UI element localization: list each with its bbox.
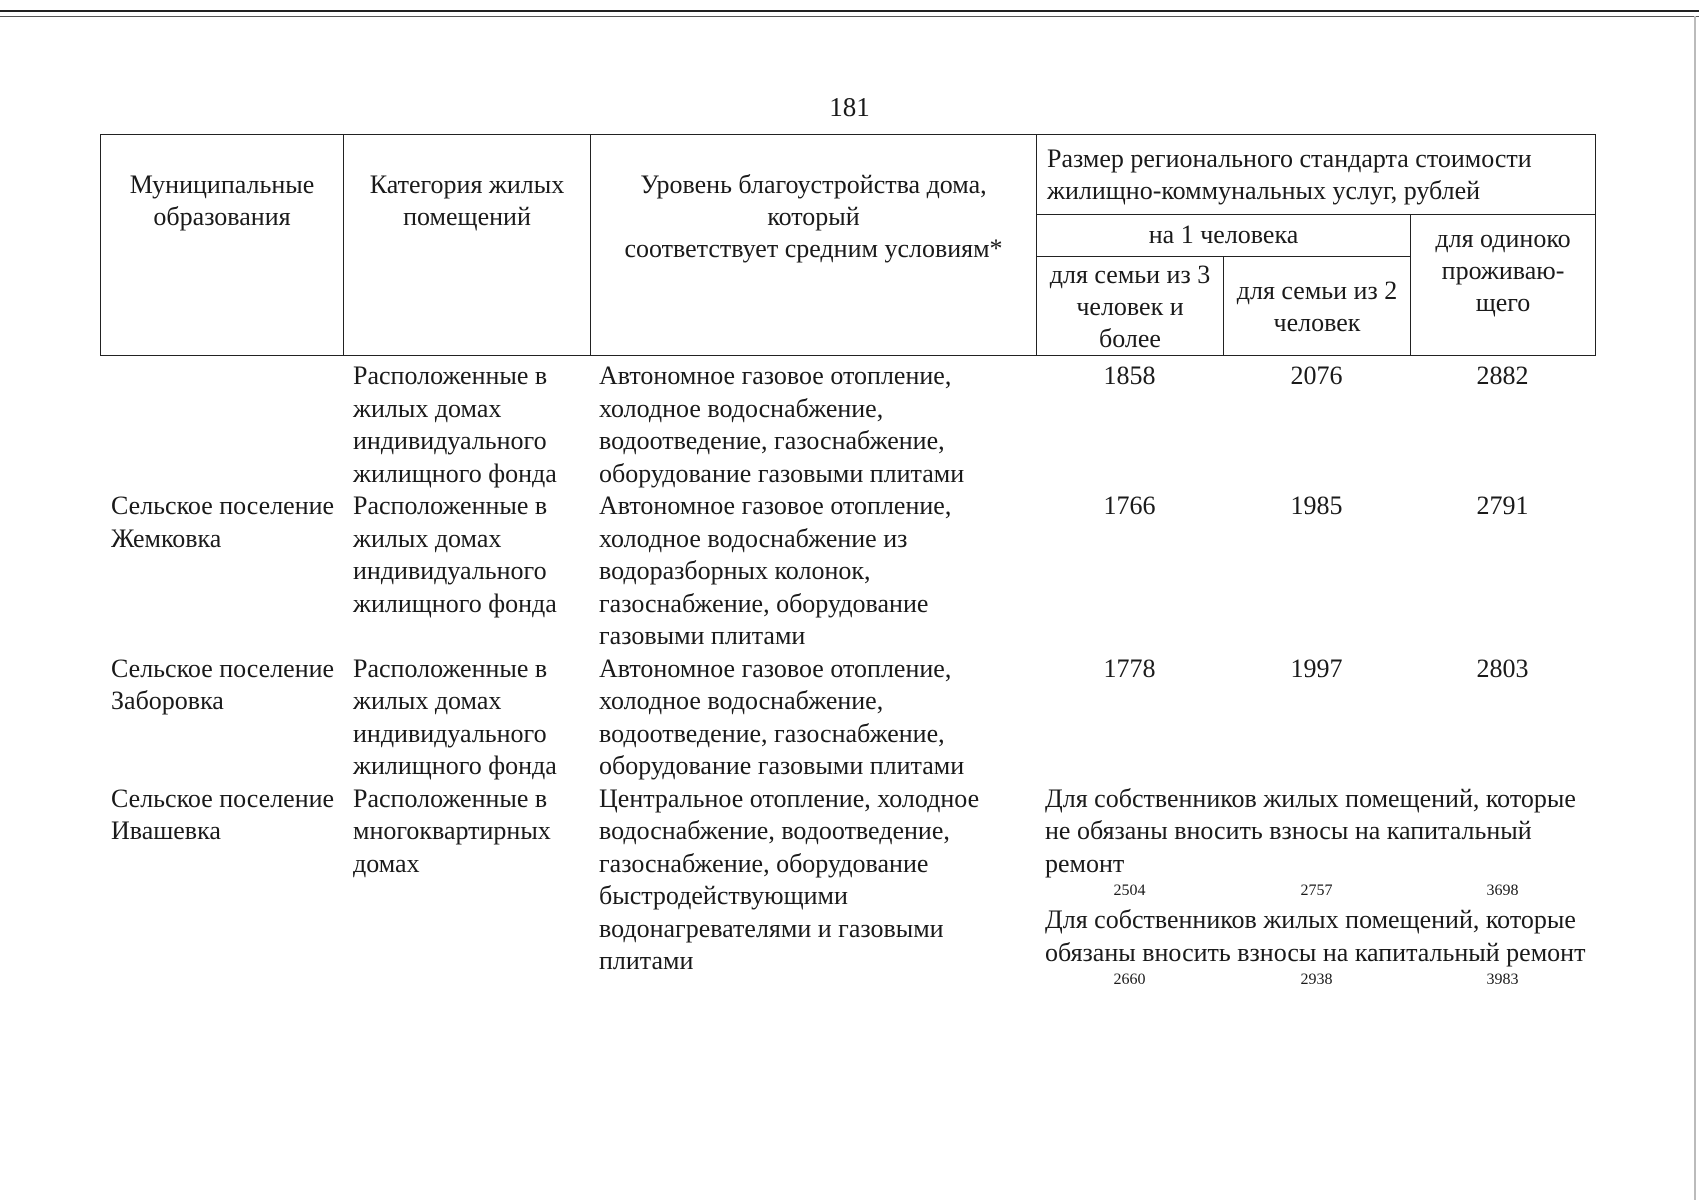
cell-family2: 2076 — [1290, 361, 1343, 390]
top-border-line — [0, 10, 1699, 12]
cell-municipality: Сельское поселение Жемковка — [111, 491, 335, 553]
cell-category: Расположенные в жилых домах индивидуального жилищного фонда — [353, 361, 557, 488]
cell-municipality — [100, 360, 343, 490]
cell-family2: 2757 — [1300, 882, 1333, 899]
header-level — [591, 135, 1037, 356]
cell-standard-split — [1036, 783, 1595, 994]
cell-family2: 2938 — [1300, 971, 1333, 988]
values-no-capital-repair — [1036, 880, 1595, 904]
cell-family3: 1778 — [1103, 653, 1156, 683]
table-body — [100, 360, 1595, 993]
header-per-person: на 1 человека — [1037, 215, 1411, 257]
note-with-capital-repair: Для собственников жилых помещений, которые обязаны вносить взносы на капитальный ремонт — [1045, 905, 1586, 967]
cell-family3: 2660 — [1113, 971, 1146, 988]
header-single: для одиноко проживаю-щего — [1411, 215, 1596, 356]
header-family2: для семьи из 2 человек — [1224, 257, 1411, 356]
cell-level: Автономное газовое отопление, холодное водоснабжение, водоотведение, газоснабжение, оборудование газовыми плитами — [599, 653, 965, 780]
header-category: Категория жилых помещений — [344, 135, 591, 356]
values-with-capital-repair — [1036, 969, 1595, 993]
cell-single: 3983 — [1486, 971, 1519, 988]
table-row — [100, 360, 1595, 490]
cell-level: Автономное газовое отопление, холодное водоснабжение, водоотведение, газоснабжение, оборудование газовыми плитами — [599, 361, 965, 488]
cell-single: 3698 — [1486, 882, 1519, 899]
cell-level: Центральное отопление, холодное водоснабжение, водоотведение, газоснабжение, оборудование быстродействующими водонагревателями и газовыми плитами — [599, 783, 980, 975]
header-level-line1: Уровень благоустройства дома, который — [640, 170, 987, 231]
header-standard: Размер регионального стандарта стоимости жилищно-коммунальных услуг, рублей — [1037, 135, 1596, 215]
cell-single: 2882 — [1476, 361, 1529, 390]
cell-municipality: Сельское поселение Ивашевка — [111, 783, 335, 845]
cell-family3: 1766 — [1103, 491, 1156, 520]
cell-single: 2791 — [1476, 491, 1529, 520]
header-level-line2: соответствует средним условиям* — [624, 234, 1003, 263]
cell-level: Автономное газовое отопление, холодное водоснабжение из водоразборных колонок, газоснабжение, оборудование газовыми плитами — [599, 491, 952, 650]
right-scan-edge — [1694, 16, 1696, 1200]
cell-family3: 1858 — [1103, 361, 1156, 390]
cell-category: Расположенные в многоквартирных домах — [353, 783, 551, 878]
cell-single: 2803 — [1476, 653, 1529, 683]
header-family3: для семьи из 3 человек и более — [1037, 257, 1224, 356]
page-number: 181 — [829, 92, 870, 122]
top-border-line-inner — [0, 16, 1699, 17]
table-row — [100, 653, 1595, 783]
table-row — [100, 783, 1595, 994]
header-municipality: Муниципальные образования — [101, 135, 344, 356]
cell-family2: 1985 — [1290, 491, 1343, 520]
cell-municipality: Сельское поселение Заборовка — [111, 653, 335, 715]
cell-family2: 1997 — [1290, 653, 1343, 683]
cell-family3: 2504 — [1113, 882, 1146, 899]
cell-category: Расположенные в жилых домах индивидуального жилищного фонда — [353, 653, 557, 780]
note-no-capital-repair: Для собственников жилых помещений, которые не обязаны вносить взносы на капитальный ремонт — [1045, 783, 1576, 878]
table-row — [100, 490, 1595, 653]
cell-category: Расположенные в жилых домах индивидуального жилищного фонда — [353, 491, 557, 618]
table-header — [100, 134, 1596, 356]
